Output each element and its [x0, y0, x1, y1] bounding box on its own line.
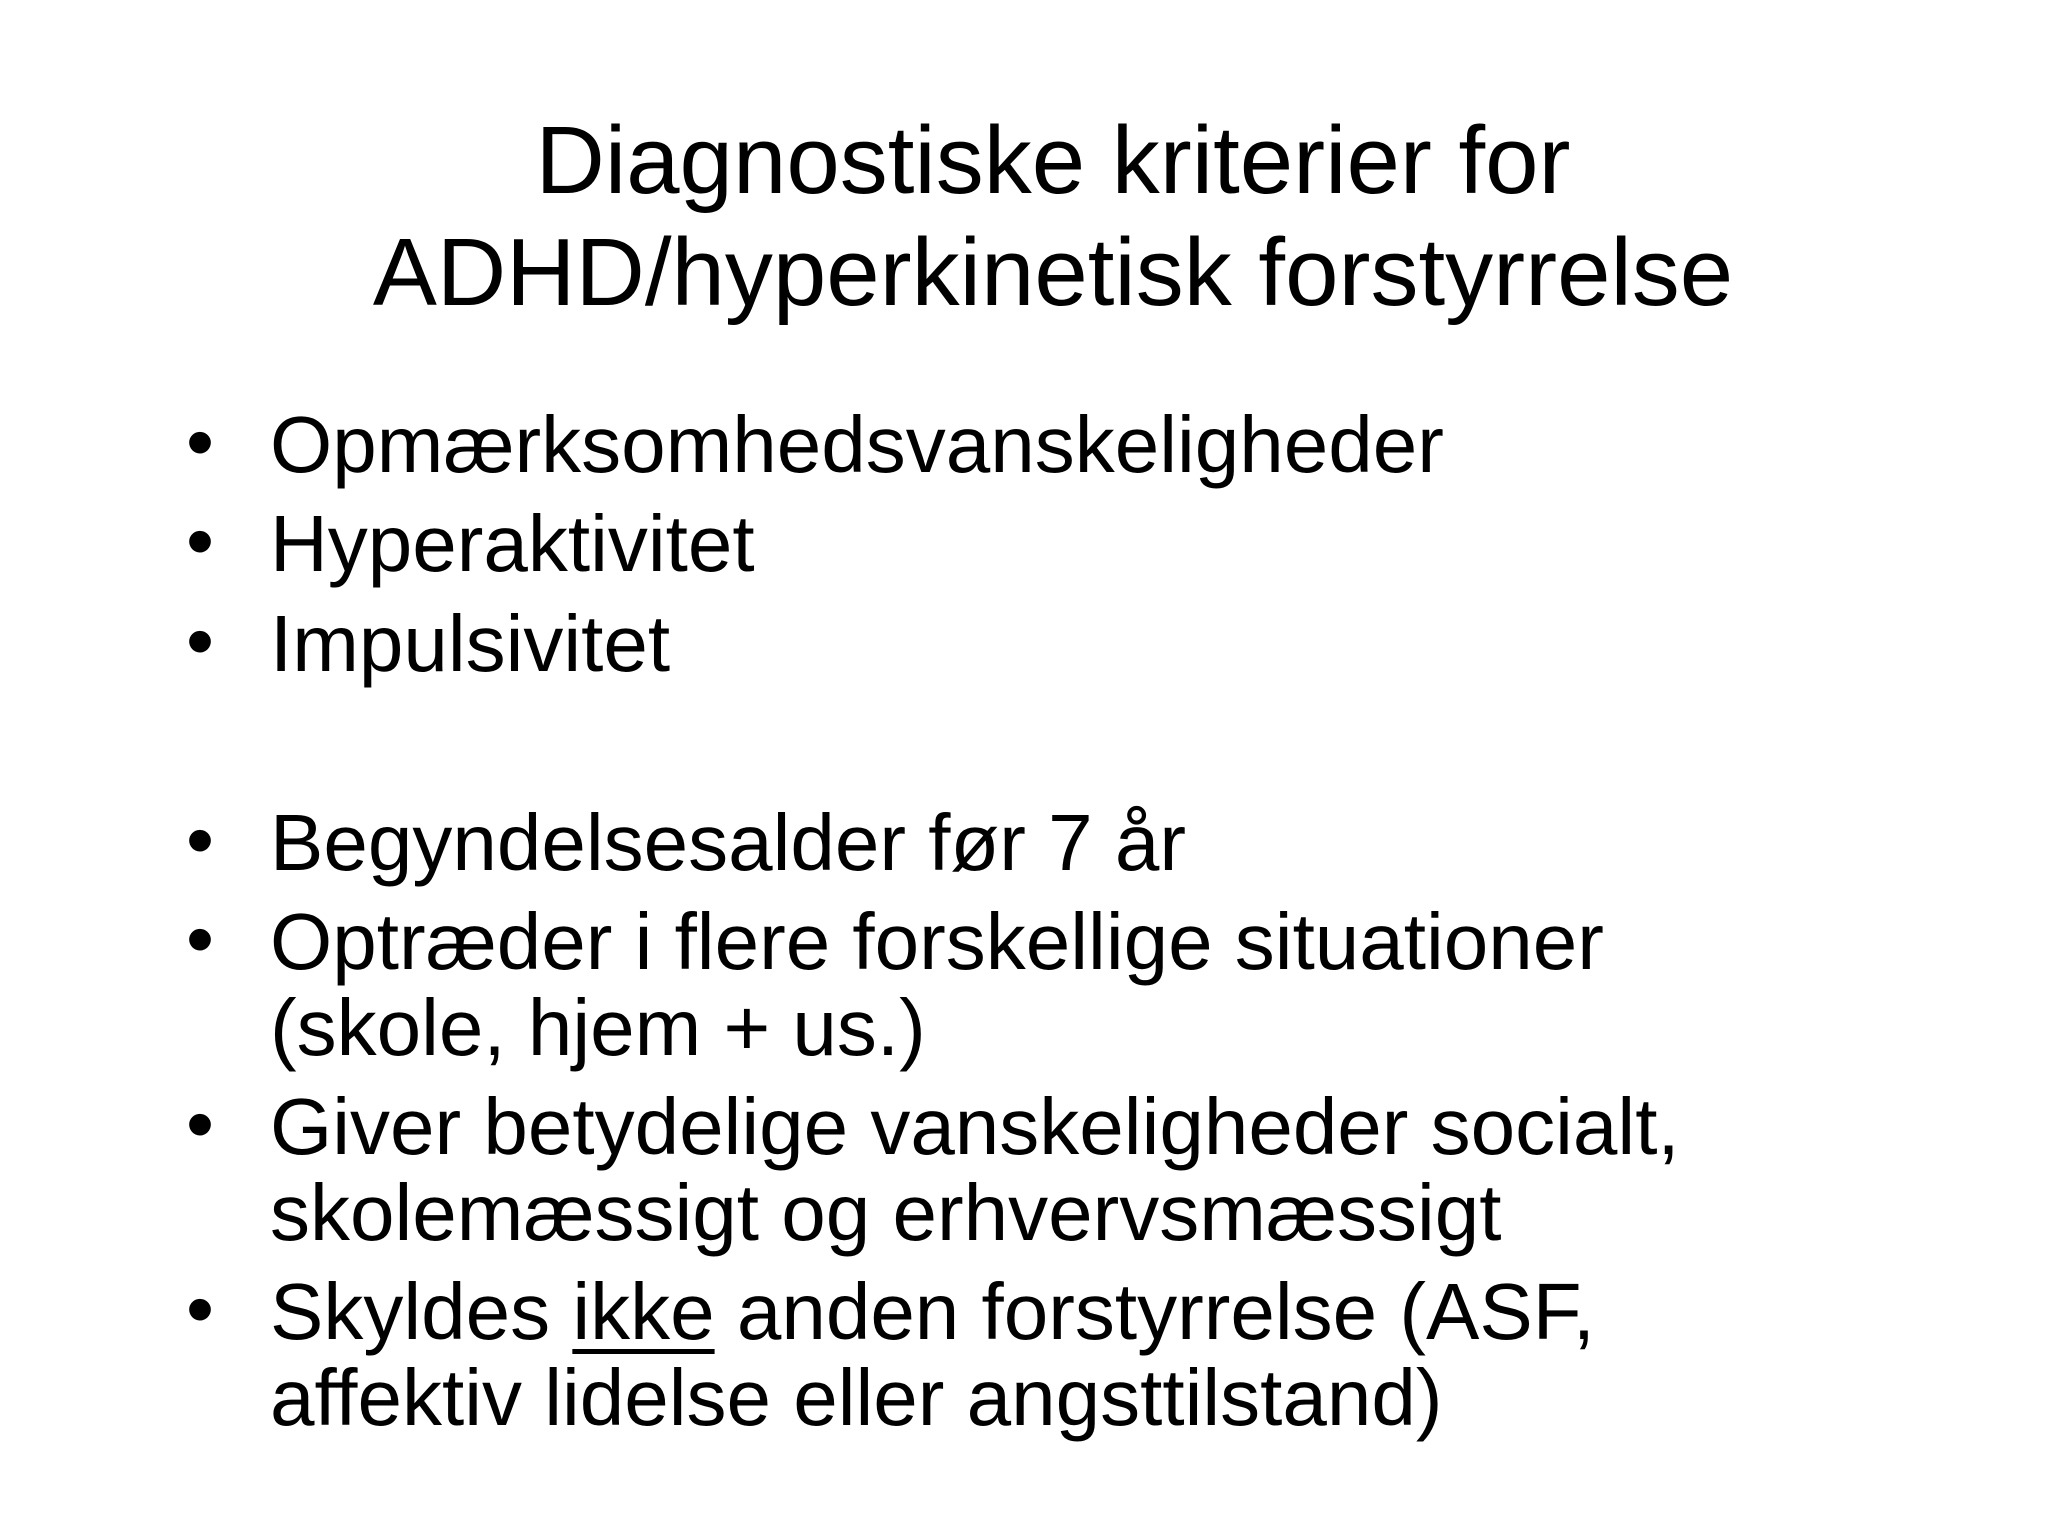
list-item-text: [270, 402, 1970, 488]
list-item-line: Giver betydelige vanskeligheder socialt,: [270, 1082, 1680, 1171]
slide-title-line-1: Diagnostiske kriterier for: [535, 107, 1571, 214]
list-item-text: [270, 501, 1970, 587]
list-item-text: [270, 899, 1970, 1071]
bullet-icon: •: [186, 1264, 215, 1353]
bullet-icon: •: [186, 894, 215, 983]
list-item-text: [270, 1269, 1970, 1441]
list-item-line: Optræder i flere forskellige situationer: [270, 897, 1604, 986]
bullet-icon: •: [186, 1079, 215, 1168]
bullet-icon: •: [186, 397, 215, 486]
list-item-text-part: Skyldes: [270, 1267, 573, 1356]
list-item-line: Impulsivitet: [270, 599, 671, 688]
list-item-line: skolemæssigt og erhvervsmæssigt: [270, 1168, 1502, 1257]
list-item-line: Opmærksomhedsvanskeligheder: [270, 400, 1444, 489]
list-item-text: [270, 1084, 1970, 1256]
list-item-line: (skole, hjem + us.): [270, 983, 926, 1072]
bullet-icon: •: [186, 496, 215, 585]
list-item-text: [270, 800, 1970, 886]
list-item-line: [270, 1269, 1970, 1355]
list-item-text-part: anden forstyrrelse (ASF,: [714, 1267, 1595, 1356]
bullet-icon: •: [186, 596, 215, 685]
list-item-line: Hyperaktivitet: [270, 499, 755, 588]
slide-title-line-2: ADHD/hyperkinetisk forstyrrelse: [372, 219, 1734, 326]
list-item-line: affektiv lidelse eller angsttilstand): [270, 1353, 1443, 1442]
list-item-line: Begyndelsesalder før 7 år: [270, 798, 1187, 887]
emphasis-underlined: ikke: [572, 1267, 715, 1356]
list-item-text: [270, 601, 1970, 687]
bullet-icon: •: [186, 795, 215, 884]
